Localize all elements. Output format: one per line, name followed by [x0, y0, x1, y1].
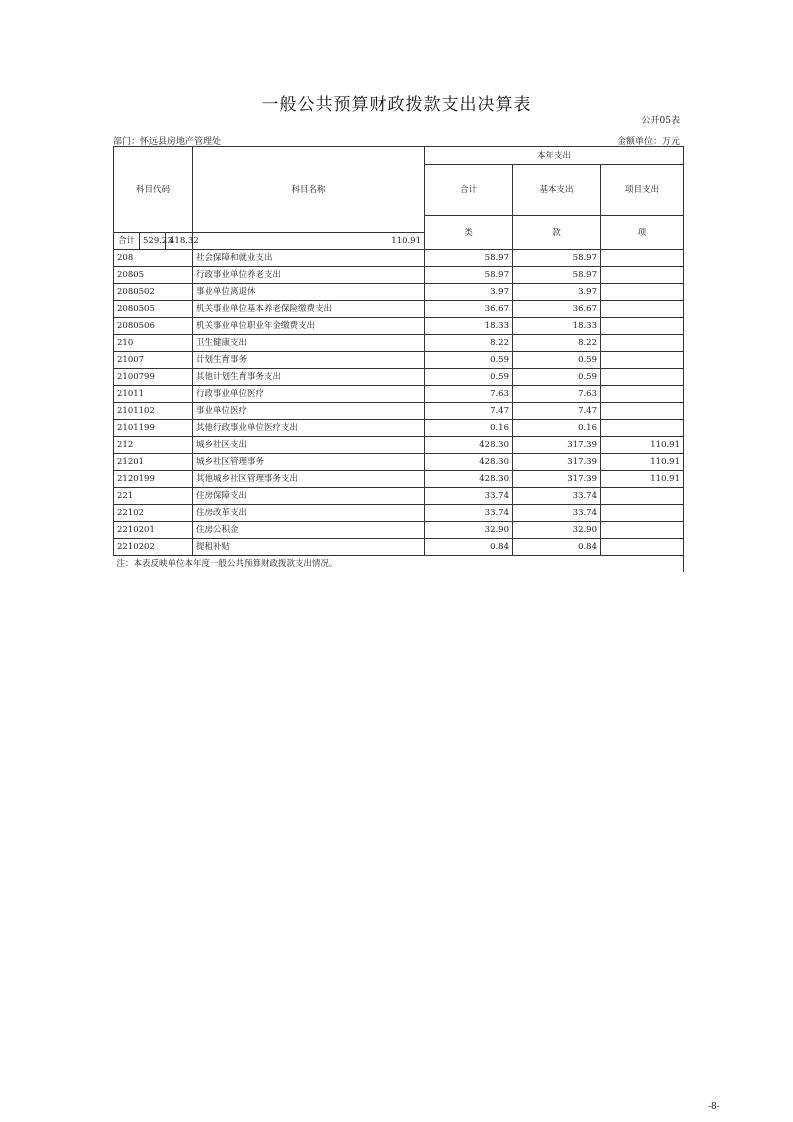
row-name: 卫生健康支出: [193, 335, 425, 352]
table-row: [114, 369, 684, 386]
header-current-year: 本年支出: [425, 147, 684, 165]
header-project: 项目支出: [601, 165, 684, 216]
expenditure-table: [113, 146, 684, 572]
row-code: 2080506: [114, 318, 193, 335]
row-total: 33.74: [425, 505, 513, 522]
page-title: 一般公共预算财政拨款支出决算表: [261, 95, 532, 115]
row-code: 2210202: [114, 539, 193, 556]
row-project: [601, 420, 684, 437]
row-basic: 32.90: [513, 522, 601, 539]
row-code: 21007: [114, 352, 193, 369]
row-project: [601, 301, 684, 318]
row-name: 计划生育事务: [193, 352, 425, 369]
row-total: 3.97: [425, 284, 513, 301]
sum-label: 合计: [114, 233, 140, 250]
row-name: 机关事业单位职业年金缴费支出: [193, 318, 425, 335]
row-name: 城乡社区支出: [193, 437, 425, 454]
row-project: [601, 386, 684, 403]
row-basic: 58.97: [513, 250, 601, 267]
row-code: 21201: [114, 454, 193, 471]
row-basic: 18.33: [513, 318, 601, 335]
row-basic: 0.59: [513, 352, 601, 369]
row-total: 36.67: [425, 301, 513, 318]
row-name: 机关事业单位基本养老保险缴费支出: [193, 301, 425, 318]
row-basic: 7.47: [513, 403, 601, 420]
row-total: 7.47: [425, 403, 513, 420]
row-name: 其他计划生育事务支出: [193, 369, 425, 386]
table-row: [114, 267, 684, 284]
header-name: 科目名称: [193, 147, 425, 233]
row-name: 行政事业单位养老支出: [193, 267, 425, 284]
row-total: 0.59: [425, 352, 513, 369]
row-total: 18.33: [425, 318, 513, 335]
table-row: [114, 505, 684, 522]
row-name: 社会保障和就业支出: [193, 250, 425, 267]
page-number: -8-: [708, 1102, 720, 1112]
row-basic: 0.59: [513, 369, 601, 386]
header-basic: 基本支出: [513, 165, 601, 216]
row-basic: 36.67: [513, 301, 601, 318]
row-project: [601, 539, 684, 556]
row-basic: 8.22: [513, 335, 601, 352]
row-basic: 33.74: [513, 505, 601, 522]
row-project: [601, 284, 684, 301]
table-row: [114, 403, 684, 420]
header-kuan: 款: [513, 216, 601, 250]
row-project: 110.91: [601, 471, 684, 488]
row-code: 21011: [114, 386, 193, 403]
unit-label: 金额单位：万元: [616, 137, 680, 147]
row-project: 110.91: [601, 437, 684, 454]
table-row: [114, 301, 684, 318]
department-label: 部门：怀远县房地产管理处: [113, 137, 222, 147]
table-row: [114, 284, 684, 301]
row-project: [601, 488, 684, 505]
row-project: [601, 403, 684, 420]
row-name: 事业单位离退休: [193, 284, 425, 301]
sum-total: 529.23: [140, 233, 166, 250]
row-code: 212: [114, 437, 193, 454]
row-project: [601, 369, 684, 386]
row-name: 住房改革支出: [193, 505, 425, 522]
row-basic: 317.39: [513, 437, 601, 454]
row-basic: 317.39: [513, 471, 601, 488]
row-total: 428.30: [425, 454, 513, 471]
row-basic: 7.63: [513, 386, 601, 403]
table-row: [114, 250, 684, 267]
row-name: 城乡社区管理事务: [193, 454, 425, 471]
row-project: [601, 267, 684, 284]
row-code: 210: [114, 335, 193, 352]
row-total: 58.97: [425, 267, 513, 284]
table-row: [114, 318, 684, 335]
sum-basic: 418.32: [166, 233, 193, 250]
table-row: [114, 386, 684, 403]
table-row: [114, 437, 684, 454]
row-code: 2101102: [114, 403, 193, 420]
row-code: 2080502: [114, 284, 193, 301]
row-basic: 33.74: [513, 488, 601, 505]
row-total: 0.59: [425, 369, 513, 386]
table-note: 注：本表反映单位本年度一般公共预算财政拨款支出情况。: [114, 556, 684, 573]
table-row: [114, 335, 684, 352]
row-basic: 58.97: [513, 267, 601, 284]
row-project: [601, 505, 684, 522]
row-total: 32.90: [425, 522, 513, 539]
table-row: [114, 488, 684, 505]
row-name: 其他城乡社区管理事务支出: [193, 471, 425, 488]
table-row: [114, 352, 684, 369]
row-code: 22102: [114, 505, 193, 522]
table-row: [114, 522, 684, 539]
table-row: [114, 539, 684, 556]
row-code: 2100799: [114, 369, 193, 386]
header-code: 科目代码: [114, 147, 193, 233]
row-code: 208: [114, 250, 193, 267]
row-code: 2120199: [114, 471, 193, 488]
row-basic: 3.97: [513, 284, 601, 301]
header-xiang: 项: [601, 216, 684, 250]
row-project: [601, 352, 684, 369]
row-code: 2101199: [114, 420, 193, 437]
table-row: [114, 420, 684, 437]
table-row: [114, 471, 684, 488]
row-project: 110.91: [601, 454, 684, 471]
row-total: 0.16: [425, 420, 513, 437]
row-name: 住房保障支出: [193, 488, 425, 505]
row-total: 7.63: [425, 386, 513, 403]
row-code: 20805: [114, 267, 193, 284]
row-project: [601, 318, 684, 335]
row-total: 58.97: [425, 250, 513, 267]
row-project: [601, 250, 684, 267]
row-code: 2080505: [114, 301, 193, 318]
row-name: 其他行政事业单位医疗支出: [193, 420, 425, 437]
row-total: 428.30: [425, 437, 513, 454]
row-code: 2210201: [114, 522, 193, 539]
row-name: 事业单位医疗: [193, 403, 425, 420]
row-total: 0.84: [425, 539, 513, 556]
row-project: [601, 522, 684, 539]
header-lei: 类: [425, 216, 513, 250]
row-code: 221: [114, 488, 193, 505]
row-project: [601, 335, 684, 352]
row-basic: 317.39: [513, 454, 601, 471]
table-row: [114, 454, 684, 471]
sum-project: 110.91: [193, 233, 425, 250]
header-total: 合计: [425, 165, 513, 216]
row-basic: 0.16: [513, 420, 601, 437]
row-basic: 0.84: [513, 539, 601, 556]
row-name: 提租补贴: [193, 539, 425, 556]
form-number: 公开05表: [641, 116, 680, 126]
row-name: 行政事业单位医疗: [193, 386, 425, 403]
row-total: 428.30: [425, 471, 513, 488]
row-total: 33.74: [425, 488, 513, 505]
row-name: 住房公积金: [193, 522, 425, 539]
row-total: 8.22: [425, 335, 513, 352]
